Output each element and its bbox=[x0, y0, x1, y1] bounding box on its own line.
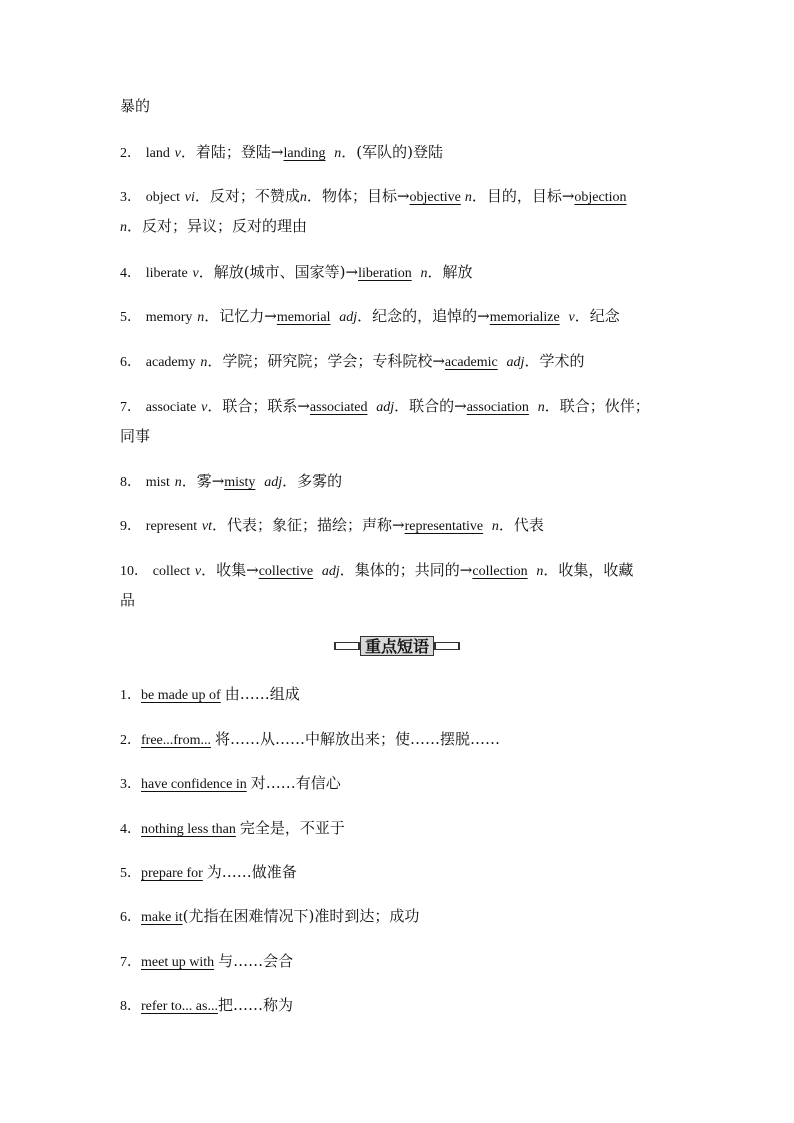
banner-rule-left bbox=[334, 642, 360, 650]
phrase-item bbox=[120, 729, 680, 751]
item-number: 6． bbox=[120, 355, 141, 370]
section-banner bbox=[334, 636, 460, 656]
part-of-speech: v bbox=[194, 564, 202, 579]
phrase-item bbox=[120, 906, 680, 928]
headword: liberate bbox=[145, 266, 188, 281]
definition: 代表 bbox=[513, 516, 544, 534]
phrase-meaning: 由……组成 bbox=[224, 685, 300, 703]
part-of-speech: vt bbox=[201, 519, 212, 534]
item-number: 2． bbox=[120, 146, 141, 161]
phrase-meaning: 与……会合 bbox=[218, 952, 294, 970]
item-number: 7． bbox=[120, 400, 141, 415]
phrase-answer: nothing less than bbox=[141, 822, 236, 837]
phrase-meaning: 完全是，不亚于 bbox=[239, 819, 345, 837]
part-of-speech: n bbox=[334, 146, 342, 161]
item-number: 9． bbox=[120, 519, 141, 534]
phrase-answer: prepare for bbox=[141, 866, 203, 881]
part-of-speech: v bbox=[192, 266, 199, 281]
phrase-item bbox=[120, 773, 680, 795]
vocab-item: 9． represent vt．代表；象征；描绘；声称→representative n．代表 bbox=[120, 516, 544, 534]
item-number: 5． bbox=[120, 866, 141, 881]
part-of-speech: n bbox=[120, 220, 127, 235]
part-of-speech: n bbox=[174, 475, 182, 490]
item-number: 4． bbox=[120, 822, 141, 837]
definition: 代表；象征；描绘；声称→ bbox=[227, 516, 405, 534]
vocab-item: 2． land v．着陆；登陆→landing n．(军队的)登陆 bbox=[120, 143, 443, 161]
part-of-speech: adj bbox=[376, 400, 395, 415]
phrase-answer: make it bbox=[141, 910, 183, 925]
answer-blank: objection bbox=[574, 190, 627, 205]
item-number: 7． bbox=[120, 955, 141, 970]
part-of-speech: adj bbox=[264, 475, 283, 490]
answer-blank: objective bbox=[409, 190, 461, 205]
definition: 集体的；共同的→ bbox=[354, 561, 473, 579]
definition: 着陆；登陆→ bbox=[195, 143, 284, 161]
item-number: 4． bbox=[120, 266, 141, 281]
part-of-speech: n bbox=[420, 266, 428, 281]
definition: 雾→ bbox=[196, 472, 225, 490]
item-number: 5． bbox=[120, 310, 141, 325]
headword: associate bbox=[145, 400, 197, 415]
definition: 联合的→ bbox=[409, 397, 467, 415]
banner-rule-right bbox=[434, 642, 460, 650]
phrase-answer: be made up of bbox=[141, 688, 221, 703]
definition: 联合；伙伴； bbox=[559, 397, 650, 415]
headword: memory bbox=[145, 310, 193, 325]
definition: 纪念 bbox=[589, 307, 620, 325]
definition: 学术的 bbox=[539, 352, 585, 370]
phrase-meaning: 为……做准备 bbox=[206, 863, 297, 881]
vocab-item: 4． liberate v．解放(城市、国家等)→liberation n．解放 bbox=[120, 263, 473, 281]
phrase-meaning: 把……称为 bbox=[217, 996, 293, 1014]
answer-blank: representative bbox=[404, 519, 484, 534]
vocab-item: 8． mist n．雾→misty adj．多雾的 bbox=[120, 472, 343, 490]
definition: 收集，收藏 bbox=[558, 561, 634, 579]
headword: collect bbox=[152, 564, 191, 579]
definition: 纪念的，追悼的→ bbox=[372, 307, 490, 325]
definition: 物体；目标→ bbox=[321, 187, 410, 205]
section-title: 重点短语 bbox=[360, 636, 434, 656]
vocab-item-continued: 同事 bbox=[120, 427, 151, 445]
item-number: 1． bbox=[120, 688, 141, 703]
part-of-speech: adj bbox=[506, 355, 525, 370]
definition: 记忆力→ bbox=[219, 307, 277, 325]
part-of-speech: n bbox=[299, 190, 307, 205]
phrase-answer: have confidence in bbox=[141, 777, 247, 792]
answer-blank: collection bbox=[472, 564, 528, 579]
definition: 收集→ bbox=[216, 561, 259, 579]
item-number: 6． bbox=[120, 910, 141, 925]
answer-blank: memorial bbox=[276, 310, 331, 325]
vocab-item-continued: 品 bbox=[120, 591, 136, 609]
part-of-speech: vi bbox=[184, 190, 195, 205]
phrase-meaning: 将……从……中解放出来；使……摆脱…… bbox=[214, 730, 500, 748]
phrase-meaning: (尤指在困难情况下)准时到达；成功 bbox=[182, 907, 420, 925]
phrase-item bbox=[120, 862, 680, 884]
definition: 多雾的 bbox=[297, 472, 343, 490]
phrase-item bbox=[120, 818, 680, 840]
part-of-speech: n bbox=[464, 190, 472, 205]
answer-blank: misty bbox=[224, 475, 256, 490]
phrase-meaning: 对……有信心 bbox=[250, 774, 341, 792]
part-of-speech: adj bbox=[339, 310, 358, 325]
headword: academy bbox=[145, 355, 196, 370]
part-of-speech: v bbox=[568, 310, 575, 325]
phrase-item bbox=[120, 684, 680, 706]
phrase-answer: meet up with bbox=[141, 955, 215, 970]
part-of-speech: n bbox=[491, 519, 499, 534]
answer-blank: academic bbox=[444, 355, 498, 370]
part-of-speech: n bbox=[200, 355, 208, 370]
part-of-speech: v bbox=[201, 400, 208, 415]
answer-blank: collective bbox=[258, 564, 314, 579]
definition: 学院；研究院；学会；专科院校→ bbox=[222, 352, 445, 370]
phrase-answer: refer to... as... bbox=[141, 999, 218, 1014]
vocab-item-continued: n．反对；异议；反对的理由 bbox=[120, 217, 308, 235]
part-of-speech: n bbox=[197, 310, 205, 325]
part-of-speech: n bbox=[537, 400, 545, 415]
answer-blank: associated bbox=[309, 400, 368, 415]
headword: land bbox=[145, 146, 170, 161]
part-of-speech: v bbox=[174, 146, 181, 161]
answer-blank: landing bbox=[283, 146, 326, 161]
item-number: 8． bbox=[120, 475, 141, 490]
answer-blank: memorialize bbox=[489, 310, 560, 325]
definition: 反对；异议；反对的理由 bbox=[142, 217, 308, 235]
item-number: 2． bbox=[120, 733, 141, 748]
definition: 联合；联系→ bbox=[222, 397, 310, 415]
definition: 解放 bbox=[442, 263, 473, 281]
item-number: 8． bbox=[120, 999, 141, 1014]
item-number: 3． bbox=[120, 190, 141, 205]
answer-blank: association bbox=[466, 400, 529, 415]
vocab-item: 7． associate v．联合；联系→associated adj．联合的→association n．联合；伙伴； bbox=[120, 397, 650, 415]
vocab-item: 10． collect v．收集→collective adj．集体的；共同的→collection n．收集，收藏 bbox=[120, 561, 634, 579]
phrase-answer: free...from... bbox=[141, 733, 211, 748]
headword: object bbox=[145, 190, 180, 205]
part-of-speech: adj bbox=[321, 564, 340, 579]
phrase-item bbox=[120, 995, 680, 1017]
definition: 解放(城市、国家等)→ bbox=[213, 263, 359, 281]
item-number: 3． bbox=[120, 777, 141, 792]
vocab-item: 6． academy n．学院；研究院；学会；专科院校→academic adj．学术的 bbox=[120, 352, 585, 370]
part-of-speech: n bbox=[536, 564, 544, 579]
definition: 目的，目标→ bbox=[486, 187, 575, 205]
definition: (军队的)登陆 bbox=[356, 143, 443, 161]
headword: represent bbox=[145, 519, 198, 534]
vocab-item: 5． memory n．记忆力→memorial adj．纪念的，追悼的→memorialize v．纪念 bbox=[120, 307, 620, 325]
continued-fragment: 暴的 bbox=[120, 97, 151, 115]
vocab-item: 3． object vi．反对；不赞成n．物体；目标→objective n．目的，目标→objection bbox=[120, 186, 680, 208]
item-number: 10． bbox=[120, 564, 148, 579]
headword: mist bbox=[145, 475, 170, 490]
definition: 反对；不赞成 bbox=[209, 187, 300, 205]
answer-blank: liberation bbox=[358, 266, 412, 281]
phrase-item bbox=[120, 951, 680, 973]
